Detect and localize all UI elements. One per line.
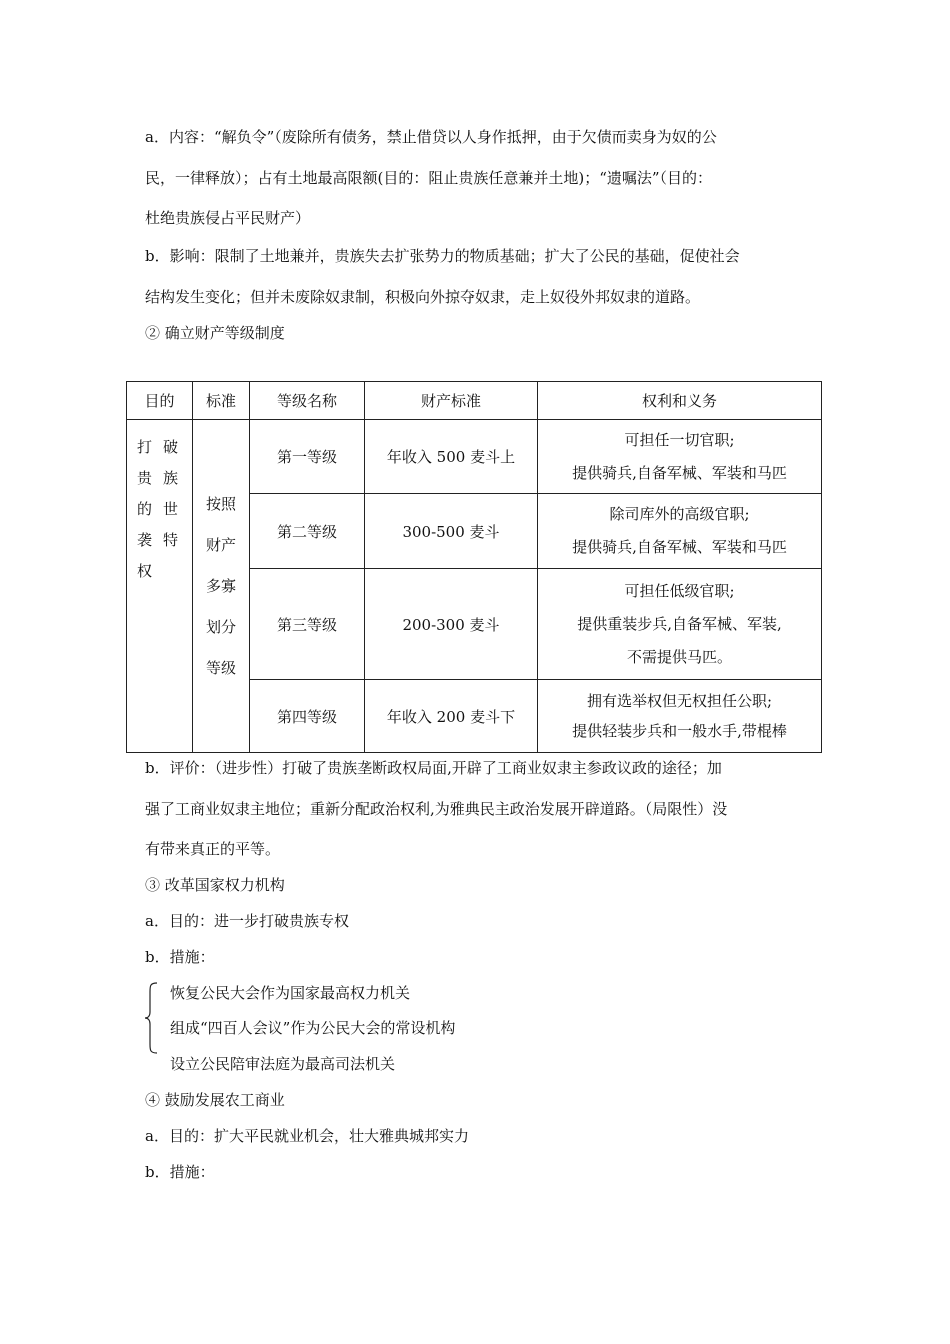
grade-name: 第一等级 bbox=[250, 420, 365, 494]
impact-line-1: b．影响：限制了土地兼并，贵族失去扩张势力的物质基础；扩大了公民的基础，促使社会 bbox=[145, 247, 740, 265]
table-header-row bbox=[127, 382, 822, 420]
grade-name: 第三等级 bbox=[250, 569, 365, 680]
grade-name: 第四等级 bbox=[250, 680, 365, 753]
section-heading-3: ③ 改革国家权力机构 bbox=[145, 876, 285, 894]
left-brace-icon bbox=[144, 982, 158, 1054]
evaluation-line-3: 有带来真正的平等。 bbox=[145, 840, 281, 858]
header-grade-name: 等级名称 bbox=[250, 382, 365, 420]
header-standard: 标准 bbox=[193, 382, 250, 420]
property-grade-table bbox=[126, 381, 822, 753]
header-rights: 权利和义务 bbox=[538, 382, 822, 420]
header-property: 财产标准 bbox=[365, 382, 538, 420]
purpose-cell: 打 破 贵 族 的 世 袭 特 权 bbox=[127, 420, 193, 753]
evaluation-line-2: 强了工商业奴隶主地位；重新分配政治权利,为雅典民主政治发展开辟道路。（局限性）没 bbox=[145, 800, 728, 818]
impact-line-2: 结构发生变化；但并未废除奴隶制，积极向外掠夺奴隶，走上奴役外邦奴隶的道路。 bbox=[145, 288, 701, 306]
section-heading-4: ④ 鼓励发展农工商业 bbox=[145, 1091, 285, 1109]
grade-property: 年收入 500 麦斗上 bbox=[365, 420, 538, 494]
section-heading-2: ② 确立财产等级制度 bbox=[145, 324, 285, 342]
grade-rights: 拥有选举权但无权担任公职; 提供轻装步兵和一般水手,带棍棒 bbox=[538, 680, 822, 753]
grade-rights: 可担任一切官职; 提供骑兵,自备军械、军装和马匹 bbox=[538, 420, 822, 494]
measure-item: 组成“四百人会议”作为公民大会的常设机构 bbox=[170, 1019, 456, 1037]
grade-rights: 可担任低级官职; 提供重装步兵,自备军械、军装, 不需提供马匹。 bbox=[538, 569, 822, 680]
content-line-3: 杜绝贵族侵占平民财产） bbox=[145, 209, 311, 227]
measure-item: 恢复公民大会作为国家最高权力机关 bbox=[170, 984, 411, 1002]
purpose-line-3: a．目的：进一步打破贵族专权 bbox=[145, 912, 349, 930]
grade-property: 年收入 200 麦斗下 bbox=[365, 680, 538, 753]
grade-rights: 除司库外的高级官职; 提供骑兵,自备军械、军装和马匹 bbox=[538, 494, 822, 569]
measures-label-4: b．措施： bbox=[145, 1163, 215, 1181]
grade-name: 第二等级 bbox=[250, 494, 365, 569]
grade-property: 300-500 麦斗 bbox=[365, 494, 538, 569]
evaluation-line-1: b．评价：（进步性）打破了贵族垄断政权局面,开辟了工商业奴隶主参政议政的途径；加 bbox=[145, 759, 722, 777]
grade-property: 200-300 麦斗 bbox=[365, 569, 538, 680]
standard-cell: 按照 财产 多寡 划分 等级 bbox=[193, 420, 250, 753]
content-line-1: a．内容：“解负令”（废除所有债务，禁止借贷以人身作抵押，由于欠债而卖身为奴的公 bbox=[145, 128, 717, 146]
measures-label-3: b．措施： bbox=[145, 948, 215, 966]
table-row bbox=[127, 420, 822, 494]
header-purpose: 目的 bbox=[127, 382, 193, 420]
measure-item: 设立公民陪审法庭为最高司法机关 bbox=[170, 1055, 396, 1073]
content-line-2: 民，一律释放）；占有土地最高限额(目的：阻止贵族任意兼并土地)；“遗嘱法”（目的： bbox=[145, 169, 713, 187]
purpose-line-4: a．目的：扩大平民就业机会，壮大雅典城邦实力 bbox=[145, 1127, 469, 1145]
